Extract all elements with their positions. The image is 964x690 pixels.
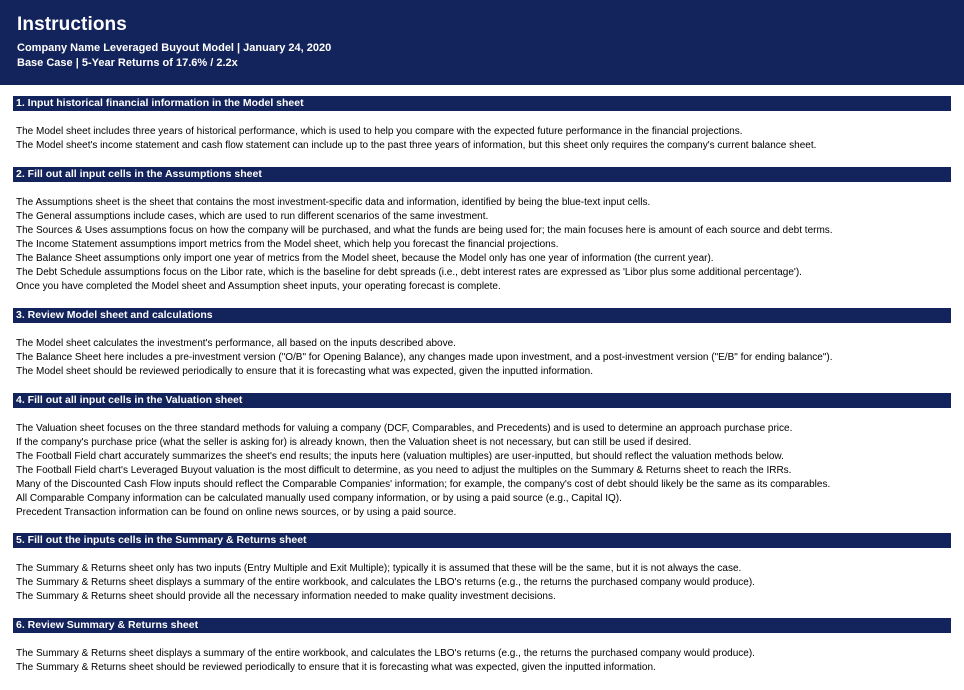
section-3	[13, 308, 951, 379]
instruction-line[interactable]: The Summary & Returns sheet displays a summary of the entire workbook, and calculates the LBO's returns (e.g., the returns the purchased company would produce).	[16, 648, 755, 659]
instruction-line[interactable]: If the company's purchase price (what the seller is asking for) is already known, then the Valuation sheet is not necessary, but can still be used if desired.	[16, 437, 692, 448]
section-heading[interactable]: 3. Review Model sheet and calculations	[13, 308, 951, 323]
section-2	[13, 167, 951, 294]
instruction-line[interactable]: The Model sheet includes three years of historical performance, which is used to help you compare with the expected future performance in the financial projections.	[16, 126, 743, 137]
instruction-line[interactable]: The Football Field chart's Leveraged Buyout valuation is the most difficult to determine, as you need to adjust the multiples on the Summary & Returns sheet to reach the IRRs.	[16, 465, 792, 476]
section-1	[13, 96, 951, 153]
instruction-line[interactable]: The Model sheet should be reviewed periodically to ensure that it is forecasting what was expected, given the inputted information.	[16, 366, 593, 377]
instruction-line[interactable]: The Summary & Returns sheet only has two inputs (Entry Multiple and Exit Multiple); typically it is assumed that these will be the same, but it is not always the case.	[16, 563, 742, 574]
section-6	[13, 618, 951, 675]
section-heading[interactable]: 4. Fill out all input cells in the Valuation sheet	[13, 393, 951, 408]
section-5	[13, 533, 951, 604]
instruction-line[interactable]: The Income Statement assumptions import metrics from the Model sheet, which help you forecast the financial projections.	[16, 239, 559, 250]
instruction-line[interactable]: The Summary & Returns sheet should be reviewed periodically to ensure that it is forecasting what was expected, given the inputted information.	[16, 662, 656, 673]
instruction-line[interactable]: The Debt Schedule assumptions focus on the Libor rate, which is the baseline for debt spreads (i.e., debt interest rates are expressed as 'Libor plus some additional percentage').	[16, 267, 802, 278]
section-heading[interactable]: 2. Fill out all input cells in the Assumptions sheet	[13, 167, 951, 182]
instruction-line[interactable]: The Balance Sheet here includes a pre-investment version ("O/B" for Opening Balance), any changes made upon investment, and a post-investment version ("E/B" for ending balance").	[16, 352, 833, 363]
instruction-line[interactable]: The Valuation sheet focuses on the three standard methods for valuing a company (DCF, Comparables, and Precedents) and is used to determine an approach purchase price.	[16, 423, 793, 434]
model-subtitle: Company Name Leveraged Buyout Model | January 24, 2020	[17, 42, 332, 54]
case-subtitle: Base Case | 5-Year Returns of 17.6% / 2.2x	[17, 57, 238, 69]
instruction-line[interactable]: The Model sheet calculates the investment's performance, all based on the inputs described above.	[16, 338, 456, 349]
instruction-line[interactable]: Once you have completed the Model sheet and Assumption sheet inputs, your operating forecast is complete.	[16, 281, 501, 292]
page-title: Instructions	[17, 14, 127, 35]
instruction-line[interactable]: The General assumptions include cases, which are used to run different scenarios of the same investment.	[16, 211, 489, 222]
instruction-line[interactable]: The Summary & Returns sheet displays a summary of the entire workbook, and calculates the LBO's returns (e.g., the returns the purchased company would produce).	[16, 577, 755, 588]
instruction-line[interactable]: The Balance Sheet assumptions only import one year of metrics from the Model sheet, because the Model only has one year of information (the current year).	[16, 253, 714, 264]
instruction-line[interactable]: The Model sheet's income statement and cash flow statement can include up to the past three years of information, but this sheet only requires the company's current balance sheet.	[16, 140, 817, 151]
section-4	[13, 393, 951, 520]
instruction-line[interactable]: All Comparable Company information can be calculated manually used company information, or by using a paid source (e.g., Capital IQ).	[16, 493, 622, 504]
instruction-line[interactable]: The Sources & Uses assumptions focus on how the company will be purchased, and what the funds are being used for; the main focuses here is amount of each source and debt terms.	[16, 225, 833, 236]
instruction-line[interactable]: The Summary & Returns sheet should provide all the necessary information needed to make quality investment decisions.	[16, 591, 556, 602]
section-heading[interactable]: 1. Input historical financial information in the Model sheet	[13, 96, 951, 111]
instruction-line[interactable]: Many of the Discounted Cash Flow inputs should reflect the Comparable Companies' information; for example, the company's cost of debt should likely be the same as its comparables.	[16, 479, 831, 490]
instruction-line[interactable]: Precedent Transaction information can be found on online news sources, or by using a paid source.	[16, 507, 457, 518]
instruction-line[interactable]: The Football Field chart accurately summarizes the sheet's end results; the inputs here (valuation multiples) are user-inputted, but should reflect the valuation methods below.	[16, 451, 784, 462]
header-banner	[0, 0, 964, 85]
section-heading[interactable]: 6. Review Summary & Returns sheet	[13, 618, 951, 633]
section-heading[interactable]: 5. Fill out the inputs cells in the Summary & Returns sheet	[13, 533, 951, 548]
instruction-line[interactable]: The Assumptions sheet is the sheet that contains the most investment-specific data and information, identified by being the blue-text input cells.	[16, 197, 651, 208]
